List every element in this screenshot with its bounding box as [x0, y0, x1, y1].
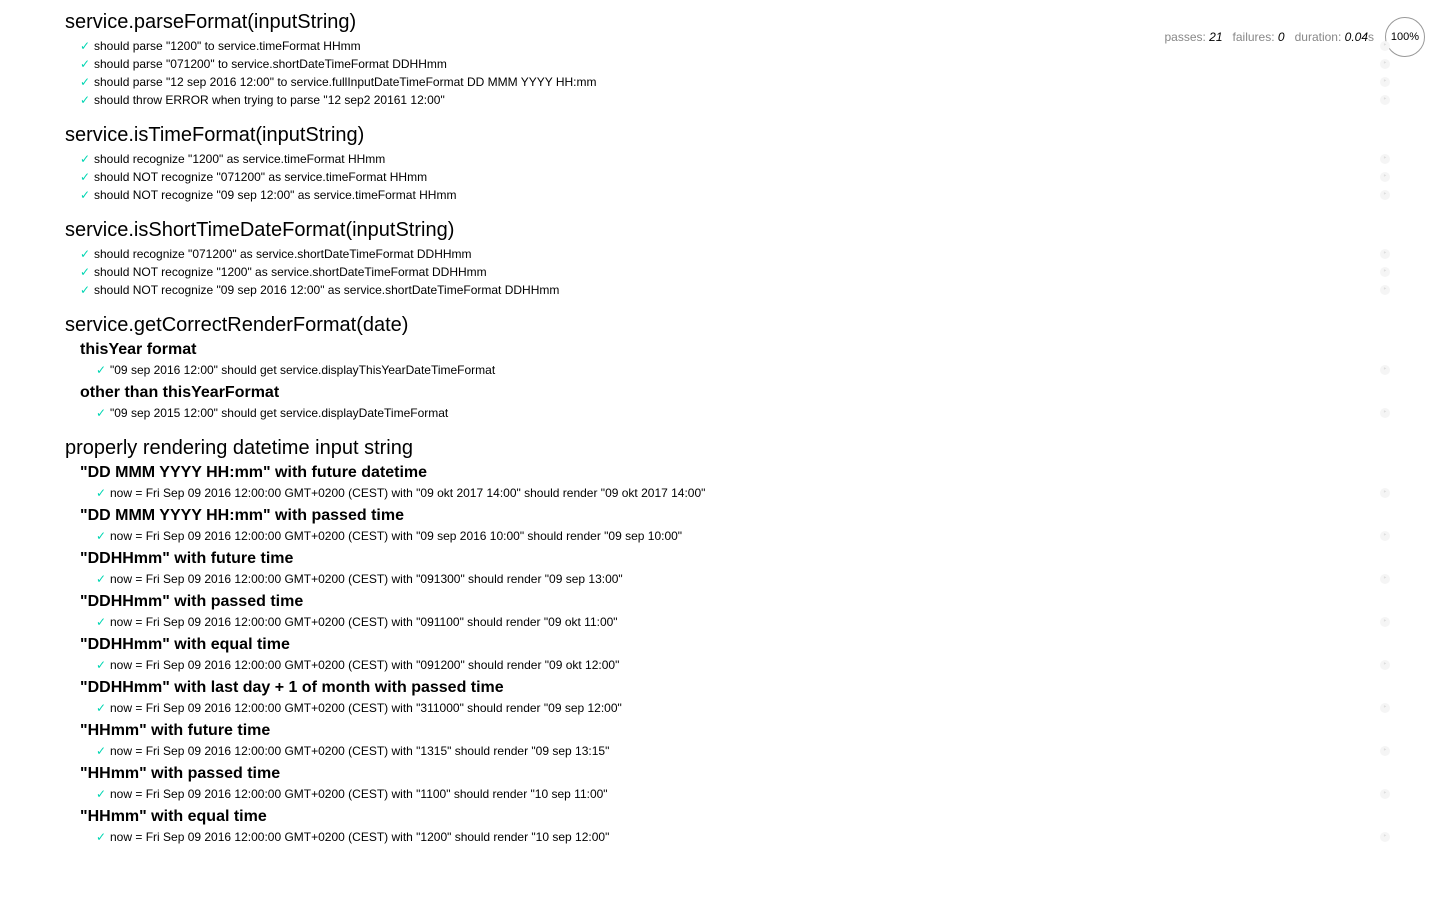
replay-icon[interactable]: ‣ — [1380, 41, 1390, 51]
replay-icon[interactable]: ‣ — [1380, 59, 1390, 69]
check-icon: ✓ — [80, 75, 91, 89]
test-item[interactable] — [65, 55, 1390, 73]
progress-value: 100% — [1390, 31, 1420, 43]
subgroup — [65, 549, 1390, 588]
check-icon: ✓ — [96, 406, 107, 420]
test-item[interactable] — [65, 361, 1390, 379]
test-item[interactable] — [65, 91, 1390, 109]
test-item[interactable] — [65, 527, 1390, 545]
replay-icon[interactable]: ‣ — [1380, 789, 1390, 799]
replay-icon[interactable]: ‣ — [1380, 703, 1390, 713]
test-item[interactable] — [65, 656, 1390, 674]
subgroup — [65, 340, 1390, 379]
replay-icon[interactable]: ‣ — [1380, 408, 1390, 418]
subgroup-title[interactable]: "DD MMM YYYY HH:mm" with future datetime — [80, 464, 428, 481]
test-title[interactable]: now = Fri Sep 09 2016 12:00:00 GMT+0200 (CEST) with "1100" should render "10 sep 11:00" — [110, 787, 608, 801]
subgroup — [65, 463, 1390, 502]
suite-title[interactable]: service.getCorrectRenderFormat(date) — [65, 314, 409, 336]
check-icon: ✓ — [80, 283, 91, 297]
replay-icon[interactable]: ‣ — [1380, 172, 1390, 182]
subgroup-title[interactable]: "HHmm" with passed time — [80, 765, 281, 782]
subgroup — [65, 506, 1390, 545]
check-icon: ✓ — [80, 265, 91, 279]
test-item[interactable] — [65, 828, 1390, 846]
subgroup — [65, 635, 1390, 674]
replay-icon[interactable]: ‣ — [1380, 249, 1390, 259]
replay-icon[interactable]: ‣ — [1380, 660, 1390, 670]
replay-icon[interactable]: ‣ — [1380, 531, 1390, 541]
test-title[interactable]: should throw ERROR when trying to parse "12 sep2 20161 12:00" — [94, 93, 445, 107]
replay-icon[interactable]: ‣ — [1380, 154, 1390, 164]
subgroup-title[interactable]: "DD MMM YYYY HH:mm" with passed time — [80, 507, 404, 524]
failures-count: 0 — [1277, 30, 1285, 44]
test-report — [65, 10, 1390, 860]
suite-parse-format — [65, 10, 1390, 109]
suite-get-correct-render-format — [65, 313, 1390, 422]
test-title[interactable]: "09 sep 2015 12:00" should get service.displayDateTimeFormat — [110, 406, 449, 420]
check-icon: ✓ — [96, 529, 107, 543]
check-icon: ✓ — [80, 39, 91, 53]
replay-icon[interactable]: ‣ — [1380, 617, 1390, 627]
suite-is-time-format — [65, 123, 1390, 204]
test-item[interactable] — [65, 168, 1390, 186]
suite-title[interactable]: service.isTimeFormat(inputString) — [65, 124, 365, 146]
replay-icon[interactable]: ‣ — [1380, 77, 1390, 87]
replay-icon[interactable]: ‣ — [1380, 95, 1390, 105]
duration-unit: s — [1368, 30, 1374, 44]
test-item[interactable] — [65, 281, 1390, 299]
check-icon: ✓ — [96, 658, 107, 672]
subgroup — [65, 807, 1390, 846]
subgroup-title[interactable]: "HHmm" with future time — [80, 722, 271, 739]
subgroup — [65, 592, 1390, 631]
test-title[interactable]: now = Fri Sep 09 2016 12:00:00 GMT+0200 (CEST) with "091300" should render "09 sep 13:00" — [110, 572, 623, 586]
check-icon: ✓ — [80, 152, 91, 166]
test-title[interactable]: should recognize "1200" as service.timeFormat HHmm — [94, 152, 386, 166]
replay-icon[interactable]: ‣ — [1380, 488, 1390, 498]
test-title[interactable]: should parse "071200" to service.shortDateTimeFormat DDHHmm — [94, 57, 447, 71]
subgroup-title[interactable]: other than thisYearFormat — [80, 384, 280, 401]
test-title[interactable]: should NOT recognize "09 sep 12:00" as service.timeFormat HHmm — [94, 188, 457, 202]
subgroup-title[interactable]: "DDHHmm" with passed time — [80, 593, 304, 610]
test-title[interactable]: now = Fri Sep 09 2016 12:00:00 GMT+0200 (CEST) with "1200" should render "10 sep 12:00" — [110, 830, 610, 844]
progress-ring — [1385, 17, 1425, 57]
suite-is-short-time-date-format — [65, 218, 1390, 299]
test-item[interactable] — [65, 404, 1390, 422]
check-icon: ✓ — [96, 363, 107, 377]
replay-icon[interactable]: ‣ — [1380, 832, 1390, 842]
check-icon: ✓ — [96, 744, 107, 758]
test-title[interactable]: should recognize "071200" as service.shortDateTimeFormat DDHHmm — [94, 247, 472, 261]
test-title[interactable]: should NOT recognize "071200" as service.timeFormat HHmm — [94, 170, 428, 184]
test-title[interactable]: now = Fri Sep 09 2016 12:00:00 GMT+0200 (CEST) with "091200" should render "09 okt 12:00" — [110, 658, 620, 672]
test-title[interactable]: should NOT recognize "09 sep 2016 12:00" as service.shortDateTimeFormat DDHHmm — [94, 283, 560, 297]
test-item[interactable] — [65, 613, 1390, 631]
test-title[interactable]: should parse "1200" to service.timeFormat HHmm — [94, 39, 361, 53]
check-icon: ✓ — [96, 701, 107, 715]
test-item[interactable] — [65, 245, 1390, 263]
subgroup-title[interactable]: "DDHHmm" with equal time — [80, 636, 290, 653]
test-item[interactable] — [65, 37, 1390, 55]
replay-icon[interactable]: ‣ — [1380, 574, 1390, 584]
test-item[interactable] — [65, 699, 1390, 717]
test-title[interactable]: now = Fri Sep 09 2016 12:00:00 GMT+0200 (CEST) with "311000" should render "09 sep 12:00" — [110, 701, 622, 715]
suite-title[interactable]: properly rendering datetime input string — [65, 437, 413, 459]
suite-properly-rendering — [65, 436, 1390, 846]
test-item[interactable] — [65, 263, 1390, 281]
test-title[interactable]: should parse "12 sep 2016 12:00" to service.fullInputDateTimeFormat DD MMM YYYY HH:mm — [94, 75, 597, 89]
check-icon: ✓ — [96, 787, 107, 801]
subgroup-title[interactable]: thisYear format — [80, 341, 197, 358]
test-item[interactable] — [65, 742, 1390, 760]
test-item[interactable] — [65, 570, 1390, 588]
test-item[interactable] — [65, 186, 1390, 204]
replay-icon[interactable]: ‣ — [1380, 365, 1390, 375]
check-icon: ✓ — [80, 57, 91, 71]
suite-title[interactable]: service.parseFormat(inputString) — [65, 11, 357, 33]
subgroup-title[interactable]: "DDHHmm" with future time — [80, 550, 294, 567]
test-item[interactable] — [65, 484, 1390, 502]
test-title[interactable]: "09 sep 2016 12:00" should get service.displayThisYearDateTimeFormat — [110, 363, 496, 377]
check-icon: ✓ — [96, 486, 107, 500]
replay-icon[interactable]: ‣ — [1380, 285, 1390, 295]
test-title[interactable]: now = Fri Sep 09 2016 12:00:00 GMT+0200 (CEST) with "09 sep 2016 10:00" should render "09 sep 10:00" — [110, 529, 683, 543]
subgroup — [65, 764, 1390, 803]
test-item[interactable] — [65, 73, 1390, 91]
replay-icon[interactable]: ‣ — [1380, 267, 1390, 277]
check-icon: ✓ — [80, 247, 91, 261]
check-icon: ✓ — [96, 572, 107, 586]
subgroup — [65, 383, 1390, 422]
suite-title[interactable]: service.isShortTimeDateFormat(inputString) — [65, 219, 455, 241]
duration-value: 0.04 — [1344, 30, 1368, 44]
replay-icon[interactable]: ‣ — [1380, 190, 1390, 200]
test-title[interactable]: now = Fri Sep 09 2016 12:00:00 GMT+0200 (CEST) with "09 okt 2017 14:00" should render "09 okt 2017 14:00" — [110, 486, 706, 500]
replay-icon[interactable]: ‣ — [1380, 746, 1390, 756]
test-item[interactable] — [65, 150, 1390, 168]
duration-label: duration: — [1294, 30, 1342, 44]
subgroup — [65, 678, 1390, 717]
check-icon: ✓ — [96, 830, 107, 844]
test-title[interactable]: now = Fri Sep 09 2016 12:00:00 GMT+0200 (CEST) with "091100" should render "09 okt 11:00" — [110, 615, 618, 629]
test-title[interactable]: should NOT recognize "1200" as service.shortDateTimeFormat DDHHmm — [94, 265, 487, 279]
subgroup-title[interactable]: "HHmm" with equal time — [80, 808, 267, 825]
test-title[interactable]: now = Fri Sep 09 2016 12:00:00 GMT+0200 (CEST) with "1315" should render "09 sep 13:15" — [110, 744, 610, 758]
check-icon: ✓ — [80, 188, 91, 202]
check-icon: ✓ — [96, 615, 107, 629]
subgroup — [65, 721, 1390, 760]
check-icon: ✓ — [80, 170, 91, 184]
test-item[interactable] — [65, 785, 1390, 803]
check-icon: ✓ — [80, 93, 91, 107]
passes-label: passes: — [1164, 30, 1206, 44]
failures-label: failures: — [1232, 30, 1275, 44]
subgroup-title[interactable]: "DDHHmm" with last day + 1 of month with passed time — [80, 679, 504, 696]
passes-count: 21 — [1209, 30, 1223, 44]
